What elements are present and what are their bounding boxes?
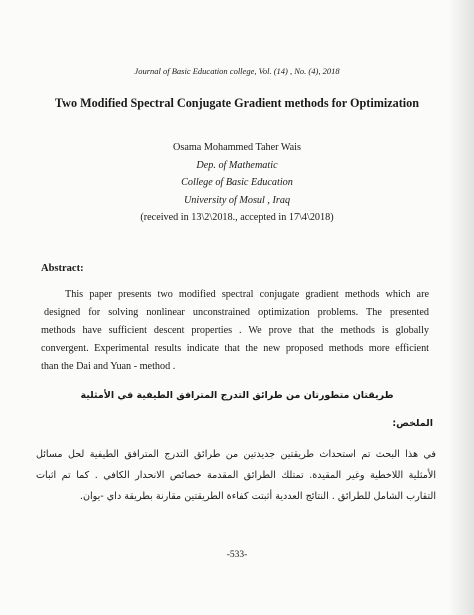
arabic-abstract-line: التقارب الشامل للطرائق . النتائج العددية أثبتت كفاءة الطريقتين مقارنة بطريقة داي -يوان.	[79, 491, 436, 502]
arabic-abstract-heading: الملخص:	[392, 418, 433, 429]
arabic-abstract-line: في هذا البحث تم استحداث طريقتين جديدتين من طرائق التدرج المترافق الطيفية لحل مسائل	[36, 449, 436, 460]
paper-title: Two Modified Spectral Conjugate Gradient methods for Optimization	[54, 96, 420, 110]
abstract-line: designed for solving nonlinear unconstrained optimization problems. The presented	[44, 307, 429, 318]
abstract-line: methods have sufficient descent properties . We prove that the methods is globally	[41, 325, 429, 336]
arabic-abstract-line: الأمثلية اللاخطية وغير المقيدة. تمتلك الطرائق المقدمة خصائص الانحدار الكافي . كما تم اثبات	[36, 470, 436, 481]
author-department: Dep. of Mathematic	[196, 159, 278, 171]
page-number: -533-	[226, 550, 248, 560]
scan-edge-shadow	[448, 0, 474, 615]
author-name: Osama Mohammed Taher Wais	[173, 142, 301, 153]
journal-header: Journal of Basic Education college, Vol. (14) , No. (4), 2018	[134, 66, 340, 76]
author-college: College of Basic Education	[181, 177, 293, 188]
abstract-line: than the Dai and Yuan - method .	[41, 361, 176, 372]
abstract-heading: Abstract:	[41, 263, 84, 274]
author-university: University of Mosul , Iraq	[183, 194, 291, 206]
arabic-abstract-body	[36, 444, 436, 507]
abstract-line: This paper presents two modified spectral conjugate gradient methods which are	[65, 289, 429, 300]
submission-dates: (received in 13\2\2018., accepted in 17\4\2018)	[140, 212, 334, 223]
arabic-title: طريقتان متطورتان من طرائق التدرج المترافق الطيفية في الأمثلية	[80, 390, 394, 401]
abstract-line: convergent. Experimental results indicate that the new proposed methods more efficient	[41, 343, 429, 354]
author-block	[0, 139, 474, 227]
abstract-body	[41, 286, 429, 376]
